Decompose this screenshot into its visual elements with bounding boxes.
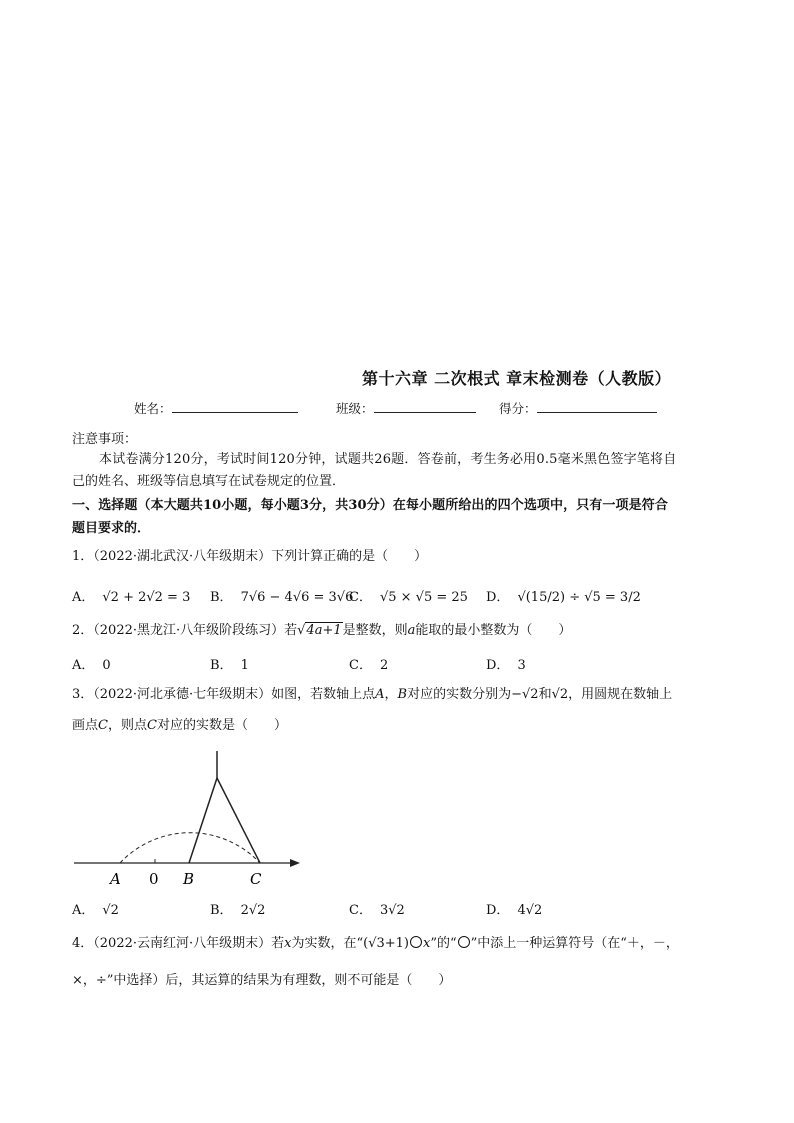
q2-stem-b: 是整数，则 — [342, 623, 408, 638]
notice-line1: 本试卷满分120分，考试时间120分钟，试题共26题．答卷前，考生务必用0.5毫米黑色签字笔将自 — [99, 452, 677, 467]
figure-label-b: B — [183, 870, 195, 888]
question-3-stem-line2 — [72, 718, 287, 734]
option-text: 0 — [102, 658, 111, 673]
q3-stem-d: ，用圆规在数轴上 — [568, 687, 673, 702]
name-label: 姓名： — [134, 401, 172, 416]
option-text: √(15/2) ÷ √5 = 3/2 — [517, 590, 641, 605]
q3-stem-g: 对应的实数是（ ） — [156, 718, 287, 733]
q2-option-d[interactable] — [486, 654, 526, 673]
question-4-stem-line1 — [72, 936, 679, 952]
q1-option-b[interactable] — [210, 586, 353, 605]
q3-stem-e: 画点 — [72, 718, 99, 733]
option-label: A． — [72, 903, 95, 918]
option-text: 1 — [240, 658, 249, 673]
name-blank[interactable] — [172, 400, 298, 413]
option-label: D． — [486, 903, 510, 918]
option-label: C． — [349, 903, 372, 918]
q3-point-c-2: C — [146, 718, 157, 733]
section-heading-line1: 一、选择题（本大题共10小题，每小题3分，共30分）在每小题所给出的四个选项中，只有一项是符合 — [72, 498, 668, 513]
page-title: 第十六章 二次根式 章末检测卷（人教版） — [362, 369, 672, 388]
q3-stem-f: ，则点 — [107, 718, 147, 733]
question-1-stem: 1．（2022·湖北武汉·八年级期末）下列计算正确的是（ ） — [72, 549, 428, 564]
q1-option-d[interactable] — [486, 586, 641, 605]
q4-var: x — [284, 936, 292, 951]
section-heading-line2: 题目要求的． — [72, 521, 151, 536]
q3-option-a[interactable] — [72, 899, 119, 918]
option-text: 2 — [379, 658, 389, 673]
question-2-stem: 2．（2022·黑龙江·八年级阶段练习）若√4a+1是整数，则a能取的最小整数为（ ） — [72, 623, 572, 638]
score-blank[interactable] — [537, 400, 657, 413]
option-text: 3 — [517, 658, 526, 673]
q3-neg-sqrt2: −√2 — [511, 687, 539, 702]
number-line-figure — [70, 745, 310, 890]
q2-option-b[interactable] — [210, 654, 249, 673]
notice-heading: 注意事项： — [72, 432, 138, 447]
q2-radicand: 4a+1 — [306, 623, 342, 638]
question-4-stem-line2: ×，÷”中选择）后，其运算的结果为有理数，则不可能是（ ） — [72, 973, 452, 988]
q3-option-b[interactable] — [210, 899, 265, 918]
class-blank[interactable] — [374, 400, 476, 413]
notice-line2: 己的姓名、班级等信息填写在试卷规定的位置． — [72, 474, 346, 489]
option-text: 7√6 − 4√6 = 3√6 — [240, 590, 354, 605]
q3-option-d[interactable] — [486, 899, 542, 918]
q4-stem-b: 为实数，在“ — [291, 936, 364, 951]
q3-point-a: A — [375, 687, 385, 702]
q4-stem-a: 4．（2022·云南红河·八年级期末）若 — [72, 936, 285, 951]
q2-stem-c: 能取的最小整数为（ ） — [415, 623, 572, 638]
compass-leg-left — [189, 778, 217, 863]
q1-option-a[interactable] — [72, 586, 190, 605]
option-text: √5 × √5 = 25 — [379, 590, 468, 605]
q4-stem-c: ”的“ — [430, 936, 457, 951]
option-text: √2 + 2√2 = 3 — [102, 590, 191, 605]
q3-stem-c: 和 — [538, 687, 552, 702]
option-label: D． — [486, 658, 510, 673]
q4-var-2: x — [423, 936, 431, 951]
blank-circle-icon — [410, 936, 422, 948]
class-field[interactable] — [336, 399, 476, 417]
q2-stem-a: 2．（2022·黑龙江·八年级阶段练习）若 — [72, 623, 298, 638]
figure-label-a: A — [110, 870, 121, 888]
name-field[interactable] — [134, 399, 298, 417]
blank-circle-icon — [458, 936, 470, 948]
option-text: 3√2 — [379, 903, 405, 918]
class-label: 班级： — [336, 401, 374, 416]
q2-option-c[interactable] — [349, 654, 388, 673]
option-label: A． — [72, 658, 95, 673]
q3-stem-a: 3．（2022·河北承德·七年级期末）如图，若数轴上点 — [72, 687, 376, 702]
option-label: A． — [72, 590, 95, 605]
option-label: B． — [210, 590, 233, 605]
option-label: B． — [210, 658, 233, 673]
option-label: C． — [349, 658, 372, 673]
score-field[interactable] — [499, 399, 657, 417]
option-label: B． — [210, 903, 233, 918]
option-text: 4√2 — [517, 903, 543, 918]
q3-stem-b: 对应的实数分别为 — [407, 687, 512, 702]
q2-option-a[interactable] — [72, 654, 111, 673]
q3-sqrt2: √2 — [551, 687, 569, 702]
option-label: D． — [486, 590, 510, 605]
q2-var: a — [407, 623, 416, 638]
score-label: 得分： — [499, 401, 537, 416]
q3-option-c[interactable] — [349, 899, 405, 918]
q4-stem-d: ”中添上一种运算符号（在“＋，－， — [470, 936, 679, 951]
question-3-stem-line1: 3．（2022·河北承德·七年级期末）如图，若数轴上点A，B对应的实数分别为−√2和√2，用圆规在数轴上 — [72, 687, 673, 702]
option-text: √2 — [102, 903, 119, 918]
compass-leg-right — [217, 778, 260, 863]
q3-point-b: B — [397, 687, 408, 702]
figure-label-c: C — [250, 870, 262, 888]
figure-label-0: 0 — [149, 870, 159, 888]
option-text: 2√2 — [240, 903, 266, 918]
option-label: C． — [349, 590, 372, 605]
q4-expr: (√3+1) — [363, 936, 409, 951]
q3-point-c: C — [98, 718, 108, 733]
axis-arrow-icon — [290, 859, 300, 867]
q1-option-c[interactable] — [349, 586, 468, 605]
